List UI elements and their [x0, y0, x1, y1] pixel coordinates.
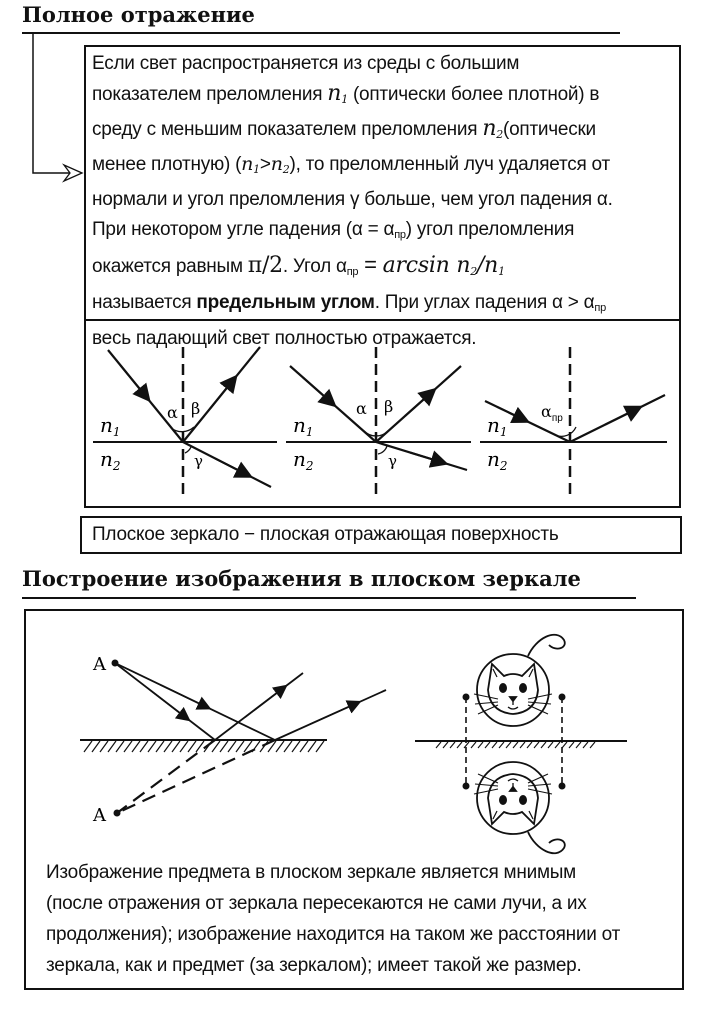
label-alpha-critical: $\alpha_{пр}$ — [541, 402, 563, 424]
mirror-text-line-4: зеркала, как и предмет (за зеркалом); имеет такой же размер. — [46, 955, 582, 976]
label-point-a: A — [93, 654, 106, 675]
label-n2: $n_2$ — [100, 447, 121, 473]
section-title-mirror-image: Построение изображения в плоском зеркале — [22, 566, 581, 591]
flat-mirror-definition: Плоское зеркало − плоская отражающая поверхность — [92, 524, 559, 545]
text-line-5: нормали и угол преломления γ больше, чем угол падения α. — [92, 188, 613, 210]
text-line-1: Если свет распространяется из среды с большим — [92, 53, 520, 74]
label-beta-2: β — [384, 397, 394, 416]
text-line-8: называется предельным углом. При углах падения $\alpha > \alpha_{пр}$ — [92, 291, 606, 314]
text-line-7: окажется равным π/2. Угол $\alpha_{пр} = \arcsin n_2/n_1$ — [92, 252, 505, 279]
mirror-image-text — [46, 857, 620, 981]
text-line-4: менее плотную) $(n_1>n_2)$, то преломленный луч удаляется от — [92, 153, 610, 177]
label-beta: β — [191, 399, 201, 418]
label-n2-3: $n_2$ — [487, 447, 508, 473]
label-gamma: γ — [194, 452, 203, 470]
mirror-text-line-3: продолжения); изображение находится на таком же расстоянии от — [46, 924, 621, 945]
text-line-2: показателем преломления $n_1$ (оптически более плотной) в — [92, 80, 600, 106]
label-n1-3: $n_1$ — [487, 413, 508, 439]
mirror-text-line-2: (после отражения от зеркала пересекаются не сами лучи, а их — [46, 893, 587, 914]
label-image-a: A — [93, 805, 106, 826]
cat-reflection-icon — [463, 762, 566, 853]
label-n1-2: $n_1$ — [293, 413, 314, 439]
text-line-6: При некотором угле падения $(\alpha = \alpha_{пр})$ угол преломления — [92, 218, 575, 241]
label-gamma-2: γ — [388, 452, 397, 470]
label-n2-2: $n_2$ — [293, 447, 314, 473]
label-alpha: α — [167, 403, 178, 422]
cat-icon — [463, 635, 566, 726]
text-line-9: весь падающий свет полностью отражается. — [92, 327, 477, 349]
label-alpha-2: α — [356, 399, 367, 418]
section-title-total-reflection: Полное отражение — [22, 2, 255, 27]
mirror-text-line-1: Изображение предмета в плоском зеркале является мнимым — [46, 862, 576, 883]
label-n1: $n_1$ — [100, 413, 121, 439]
text-line-3: среду с меньшим показателем преломления $n_2(оптически$ — [92, 116, 596, 142]
